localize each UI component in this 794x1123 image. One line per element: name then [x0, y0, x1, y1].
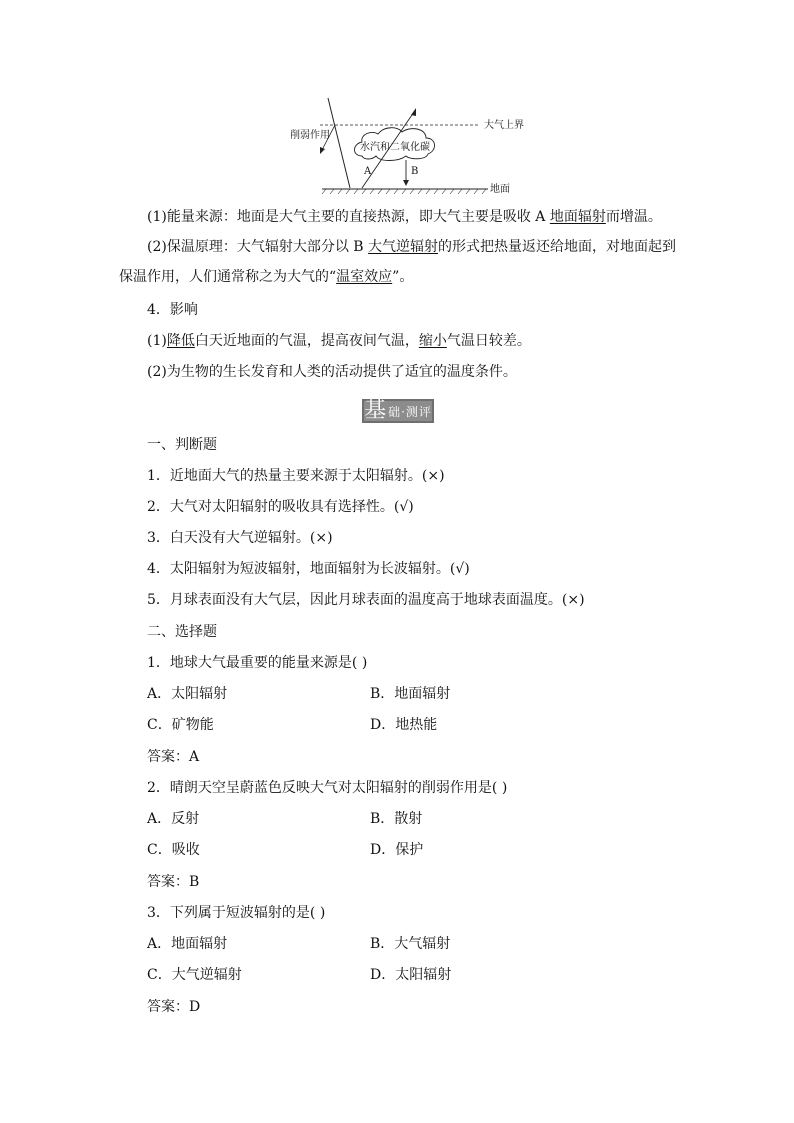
text: ”。: [392, 269, 414, 285]
text: 白天近地面的气温，提高夜间气温，: [194, 333, 419, 349]
text: 而增温。: [605, 209, 662, 225]
banner-small-text: 础·测评: [388, 404, 432, 419]
counter-radiation-arrow-head: [403, 180, 409, 186]
greenhouse-diagram: [280, 94, 550, 200]
option-b: B．大气辐射: [370, 936, 451, 952]
judge-item: 4．太阳辐射为短波辐射，地面辐射为长波辐射。(√): [147, 561, 470, 577]
text: (2)保温原理：大气辐射大部分以 B: [147, 239, 369, 255]
influence-item-2: (2)为生物的生长发育和人类的活动提供了适宜的温度条件。: [147, 364, 517, 380]
option-b: B．散射: [370, 811, 423, 827]
insulation-line: [147, 238, 676, 256]
text: 保温作用，人们通常称之为大气的“: [119, 269, 337, 285]
option-d: D．保护: [370, 842, 424, 858]
ground-radiation-arrow-head: [411, 108, 416, 116]
blank-counter-radiation: 大气逆辐射: [368, 239, 439, 255]
option-b: B．地面辐射: [370, 686, 451, 702]
option-c: C．吸收: [147, 842, 200, 858]
insulation-line-cont: [119, 268, 413, 286]
energy-source-line: [147, 208, 662, 226]
blank-ground-radiation: 地面辐射: [549, 209, 606, 225]
question-stem: 1．地球大气最重要的能量来源是( ): [147, 655, 368, 671]
option-d: D．地热能: [370, 717, 438, 733]
judge-heading: 一、判断题: [147, 437, 217, 453]
blank-lower: 降低: [166, 333, 195, 349]
option-d: D．太阳辐射: [370, 967, 452, 983]
arrow-b-label: B: [411, 166, 419, 177]
basic-test-banner: [362, 399, 434, 423]
blank-greenhouse-effect: 温室效应: [336, 269, 393, 285]
question-stem: 3．下列属于短波辐射的是( ): [147, 905, 326, 921]
influence-item-1: [147, 332, 531, 350]
text: 的形式把热量返还给地面，对地面起到: [438, 239, 677, 255]
ground-label: 地面: [490, 184, 510, 195]
option-c: C．大气逆辐射: [147, 967, 242, 983]
cloud-label: 水汽和二氧化碳: [360, 142, 430, 153]
option-a: A．太阳辐射: [147, 686, 228, 702]
ground-hatching: [322, 189, 486, 194]
judge-item: 2．大气对太阳辐射的吸收具有选择性。(√): [147, 499, 414, 515]
weakening-label: 削弱作用: [290, 130, 330, 141]
judge-item: 5．月球表面没有大气层，因此月球表面的温度高于地球表面温度。(×): [147, 592, 585, 608]
option-a: A．反射: [147, 811, 200, 827]
answer: 答案：A: [147, 749, 200, 765]
atmosphere-top-label: 大气上界: [484, 120, 524, 131]
influence-heading: 4．影响: [147, 302, 198, 318]
option-c: C．矿物能: [147, 717, 214, 733]
judge-item: 3．白天没有大气逆辐射。(×): [147, 530, 333, 546]
weakening-arrow-head: [320, 147, 325, 154]
answer: 答案：D: [147, 999, 201, 1015]
text: 气温日较差。: [446, 333, 531, 349]
option-a: A．地面辐射: [147, 936, 228, 952]
banner-big-char: 基: [364, 398, 387, 423]
text: (1): [147, 333, 167, 349]
solar-ray: [328, 98, 350, 188]
arrow-a-label: A: [364, 166, 372, 177]
question-stem: 2．晴朗天空呈蔚蓝色反映大气对太阳辐射的削弱作用是( ): [147, 780, 508, 796]
blank-reduce: 缩小: [418, 333, 447, 349]
choice-heading: 二、选择题: [147, 624, 217, 640]
answer: 答案：B: [147, 874, 200, 890]
judge-item: 1．近地面大气的热量主要来源于太阳辐射。(×): [147, 468, 445, 484]
text: (1)能量来源：地面是大气主要的直接热源，即大气主要是吸收 A: [147, 209, 550, 225]
